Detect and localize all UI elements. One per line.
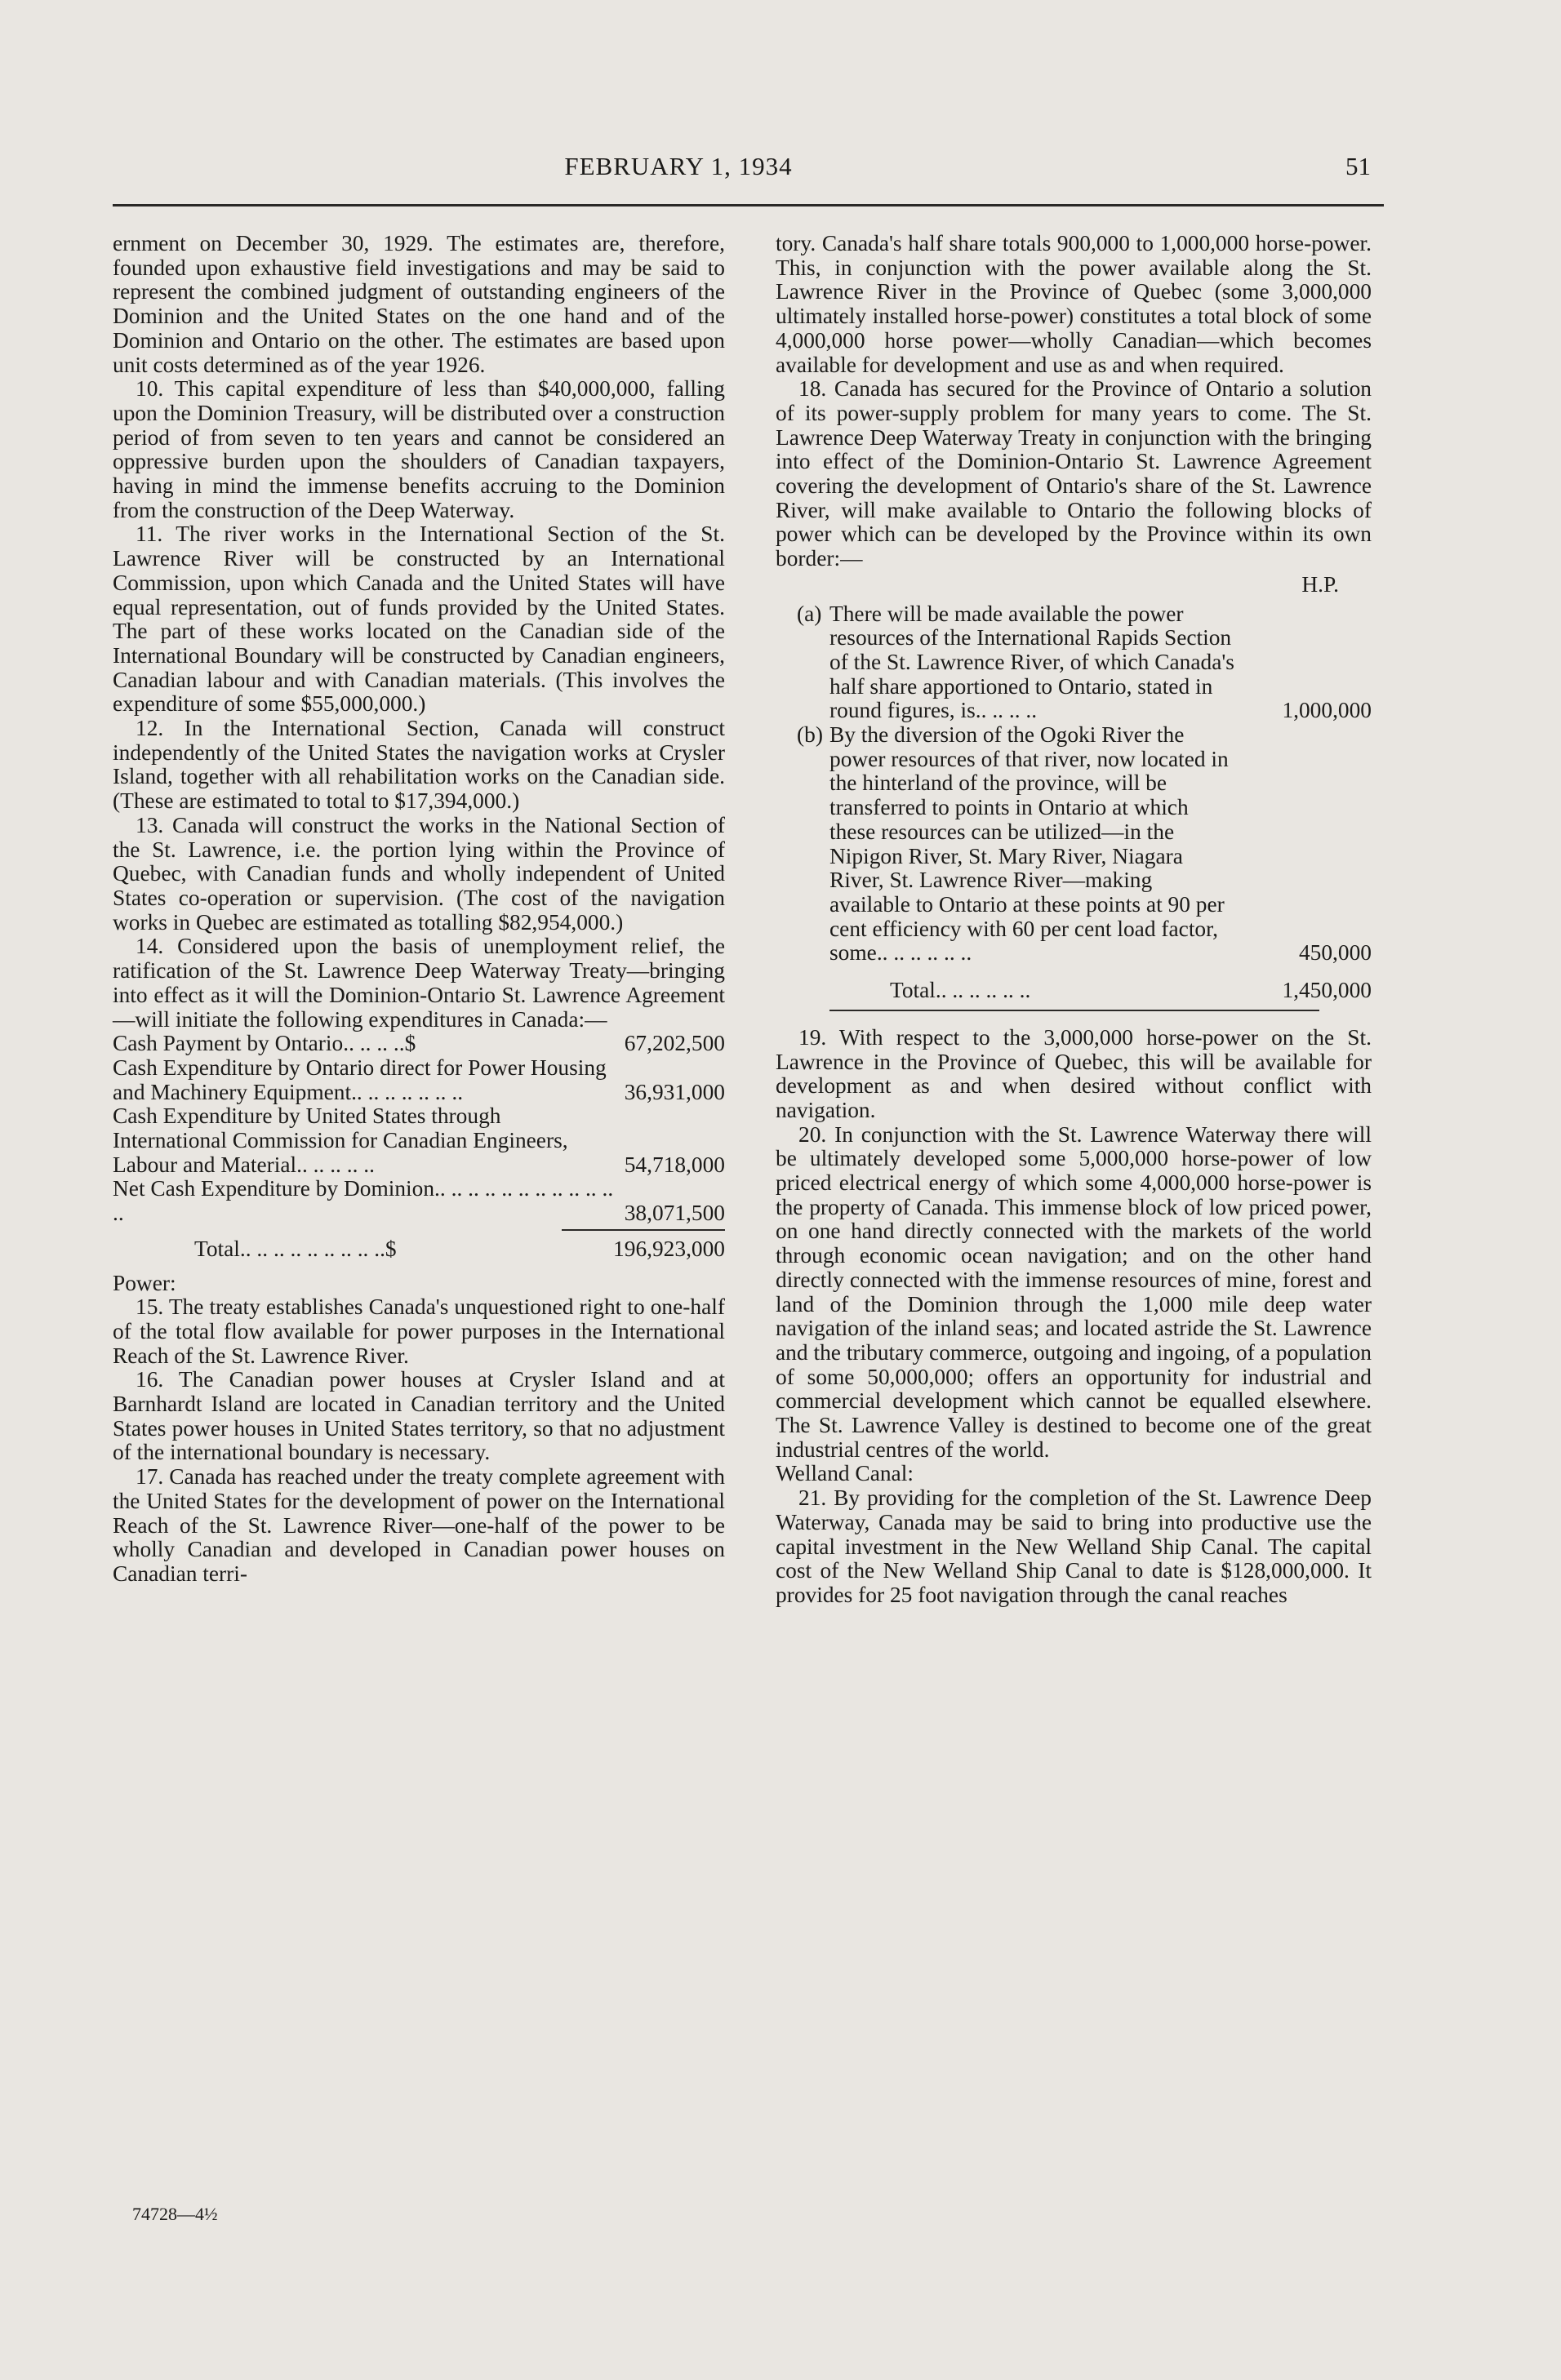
paragraph-13: 13. Canada will construct the works in the National Section of the St. Lawrence, i.e. the portion lying within the Province of Quebec, with Canadian funds and wholly independent of United States co-operation or supervision. (The cost of the navigation works in Quebec are estimated as totalling $82,954,000.) [113,812,725,935]
power-item-amount: 450,000 [1298,940,1372,966]
paragraph-intro: ernment on December 30, 1929. The estimates are, therefore, founded upon exhaustive field investigations and may be said to represent the combined judgment of outstanding engineers of the Dominion and the United States on the one hand and of the Dominion and Ontario on the other. The estimates are based upon unit costs determined as of the year 1926. [113,231,725,377]
power-total-amount: 1,450,000 [1282,978,1372,1003]
section-heading-welland: Welland Canal: [776,1461,914,1486]
power-item-text: By the diversion of the Ogoki River the power resources of that river, now located in the hinterland of the province, will be transferred to points in Ontario at which these resources can be utilized—in the Nipigon River, St. Mary River, Niagara River, St. Lawrence River—making available to Ontario at these points at 90 per cent efficiency with 60 per cent load factor, some.. .. .. .. .. .. [829,722,1229,966]
expenditure-amount: 36,931,000 [624,1079,725,1104]
expenditure-row [113,1177,725,1225]
expenditure-label: Net Cash Expenditure by Dominion.. .. .. .. .. .. .. .. .. .. .. .. [113,1176,614,1226]
printer-signature: 74728—4½ [132,2204,218,2224]
power-item-label: (b) [797,722,823,748]
right-column [776,232,1372,1608]
power-total-label: Total.. .. .. .. .. .. [890,978,1031,1003]
expenditure-label: Cash Expenditure by Ontario direct for Power Housing and Machinery Equipment.. .. .. .. .. .. .. [113,1055,607,1104]
paragraph-11: 11. The river works in the International Section of the St. Lawrence River will be constructed by an International Commission, upon which Canada and the United States will have equal representation, out of funds provided by the United States. The part of these works located on the Canadian side of the International Boundary will be constructed by Canadian engineers, Canadian labour and with Canadian materials. (This involves the expenditure of some $55,000,000.) [113,522,725,717]
power-total-row [776,979,1372,1003]
expenditure-label: Cash Payment by Ontario.. .. .. ..$ [113,1031,416,1056]
expenditure-row [113,1032,725,1056]
power-item [776,602,1372,724]
paragraph-20: 20. In conjunction with the St. Lawrence Waterway there will be ultimately developed some 5,000,000 horse-power of low priced electrical energy of which some 4,000,000 horse-power is the property of Canada. This immense block of low priced power, on one hand directly connected with the markets of the world through economic ocean navigation; and on the other hand directly connected with the immense resources of mine, forest and land of the Dominion through the 1,000 mile deep water navigation of the inland seas; and located astride the St. Lawrence and the tributary commerce, outgoing and ingoing, of a population of some 50,000,000; offers an opportunity for industrial and commercial development which cannot be equalled elsewhere. The St. Lawrence Valley is destined to become one of the great industrial centres of the world. [776,1121,1372,1462]
expenditure-amount: 54,718,000 [624,1152,725,1177]
expenditure-total-amount: 196,923,000 [613,1236,725,1261]
expenditure-total-row [113,1237,725,1262]
expenditure-label: Cash Expenditure by United States through International Commission for Canadian Engineers, Labour and Material.. .. .. .. .. [113,1103,568,1177]
expenditure-total-label: Total.. .. .. .. .. .. .. .. ..$ [194,1236,397,1261]
paragraph-21: 21. By providing for the completion of the St. Lawrence Deep Waterway, Canada may be said to bring into productive use the capital investment in the New Welland Ship Canal. The capital cost of the New Welland Ship Canal to date is $128,000,000. It provides for 25 foot navigation through the canal reaches [776,1485,1372,1607]
paragraph-16: 16. The Canadian power houses at Crysler Island and at Barnhardt Island are located in Canadian territory and the United States power houses in United States territory, so that no adjustment of the international boundary is necessary. [113,1367,725,1465]
power-total-rule [829,1010,1319,1011]
left-column [113,232,725,1587]
paragraph-14: 14. Considered upon the basis of unemployment relief, the ratification of the St. Lawrence Deep Waterway Treaty—bringing into effect as it will the Dominion-Ontario St. Lawrence Agreement—will initiate the following expenditures in Canada:— [113,934,725,1032]
paragraph-17: 17. Canada has reached under the treaty complete agreement with the United States for the development of power on the International Reach of the St. Lawrence River—one-half of the power to be wholly Canadian and developed in Canadian power houses on Canadian terri- [113,1464,725,1586]
expenditure-amount: 67,202,500 [624,1031,725,1056]
page-number: 51 [1345,152,1371,180]
paragraph-12: 12. In the International Section, Canada will construct independently of the United States the navigation works at Crysler Island, together with all rehabilitation works on the Canadian side. (These are estimated to total to $17,394,000.) [113,716,725,814]
power-item [776,723,1372,966]
paragraph-18: 18. Canada has secured for the Province of Ontario a solution of its power-supply problem for many years to come. The St. Lawrence Deep Waterway Treaty in conjunction with the bringing into effect of the Dominion-Ontario St. Lawrence Agreement covering the development of Ontario's share of the St. Lawrence River, will make available to Ontario the following blocks of power which can be developed by the Province within its own border:— [776,376,1372,571]
paragraph-10: 10. This capital expenditure of less than $40,000,000, falling upon the Dominion Treasury, will be distributed over a construction period of from seven to ten years and cannot be considered an oppressive burden upon the shoulders of Canadian taxpayers, having in mind the immense benefits accruing to the Dominion from the construction of the Deep Waterway. [113,376,725,522]
paragraph-17-continued: tory. Canada's half share totals 900,000 to 1,000,000 horse-power. This, in conjunction with the power available along the St. Lawrence River in the Province of Quebec (some 3,000,000 ultimately installed horse-power) constitutes a total block of some 4,000,000 horse power—wholly Canadian—which becomes available for development and use as and when required. [776,231,1372,377]
expenditures-table [113,1032,725,1261]
paragraph-19: 19. With respect to the 3,000,000 horse-power on the St. Lawrence in the Province of Quebec, this will be available for development as and when desired without conflict with navigation. [776,1024,1372,1122]
section-heading-power: Power: [113,1270,176,1295]
header-rule [113,204,1384,206]
expenditure-row [113,1056,725,1104]
power-item-text: There will be made available the power resources of the International Rapids Section of the St. Lawrence River, of which Canada's half share apportioned to Ontario, stated in round figures, is.. .. .. .. [829,601,1234,723]
power-item-amount: 1,000,000 [1282,698,1372,723]
paragraph-15: 15. The treaty establishes Canada's unquestioned right to one-half of the total flow available for power purposes in the International Reach of the St. Lawrence River. [113,1294,725,1368]
power-item-label: (a) [797,601,822,626]
expenditure-row [113,1104,725,1177]
hp-heading: H.P. [1301,571,1339,597]
page-header-title: FEBRUARY 1, 1934 [564,152,793,180]
expenditure-amount: 38,071,500 [624,1201,725,1226]
